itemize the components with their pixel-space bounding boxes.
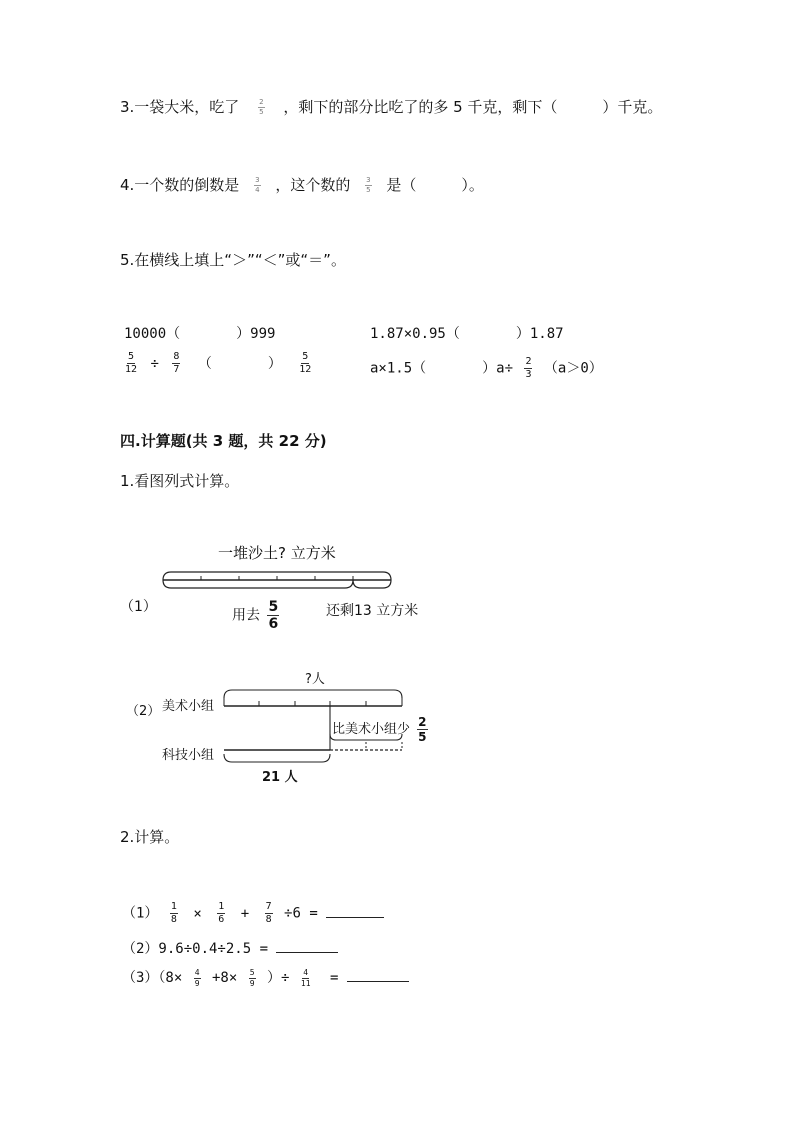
q5-row2-right [370,357,603,380]
q3-text-post: ，剩下的部分比吃了的多 5 千克，剩下（ ）千克。 [283,98,663,116]
calc-item-2: （2）9.6÷0.4÷2.5 = [122,938,338,958]
calc-1-answer-blank[interactable] [326,917,384,918]
figure-1-label: （1） [120,599,157,615]
calc-1-fraction-b: $\frac{1}{6}$ [218,901,225,925]
question-5: 5.在横线上填上“＞”“＜”或“＝”。 [120,251,346,269]
q5-answer-slot: （ ） [197,355,282,372]
q4-text-pre: 4.一个数的倒数是 [120,176,240,194]
q4-text-mid: ，这个数的 [275,176,351,194]
figure-1-top-label: 一堆沙土? 立方米 [218,544,336,562]
calc-3-answer-blank[interactable] [347,981,409,982]
q4-text-post: 是（ ）。 [386,176,484,194]
q5-fraction-a: $\frac{5}{12}$ [125,351,138,375]
section-4-title: 四.计算题(共 3 题，共 22 分) [120,432,327,450]
q5-row2-right-post: （a＞0） [543,360,603,377]
q5-row1-right: 1.87×0.95（ ）1.87 [370,326,564,342]
figure-2-less-fraction: $\frac{2}{5}$ [418,715,427,744]
figure-2-row-1-label: 美术小组 [162,699,215,714]
q5-row2-left [122,352,314,375]
q4-fraction-2: $\frac{3}{5}$ [366,176,371,194]
figure-2-label: （2） [126,704,161,719]
figure-1-used-fraction: $\frac{5}{6}$ [268,599,279,632]
q3-text-pre: 3.一袋大米，吃了 [120,98,240,116]
q5-fraction-c: $\frac{5}{12}$ [299,351,312,375]
calc-3-fraction-a: $\frac{4}{9}$ [194,967,200,988]
q5-fraction-d: $\frac{2}{3}$ [525,356,532,380]
calc-item-1: （1） $\frac{1}{8}$ × $\frac{1}{6}$ + $\frac{7}{8}$ ÷6 = [122,902,384,925]
calc-1-fraction-a: $\frac{1}{8}$ [170,901,177,925]
calc-3-fraction-b: $\frac{5}{9}$ [249,967,255,988]
figure-2-top-label: ?人 [305,672,325,687]
q5-row2-right-pre: a×1.5（ ）a÷ [370,360,514,377]
calc-item-3: （3）（8× $\frac{4}{9}$ +8× $\frac{5}{9}$ ）÷ $\frac{4}{11}$ = [122,967,409,988]
figure-2-less-label: 比美术小组少 $\frac{2}{5}$ [332,715,427,744]
figure-1-used: 用去 $\frac{5}{6}$ [232,599,279,632]
q3-fraction: $\frac{2}{5}$ [259,98,264,116]
figure-1-remain: 还剩13 立方米 [326,603,419,619]
q4-fraction-1: $\frac{3}{4}$ [255,176,260,194]
calc-1-fraction-c: $\frac{7}{8}$ [265,901,272,925]
figure-2-bottom-label: 21 人 [262,770,298,785]
calc-2-answer-blank[interactable] [276,952,338,953]
calc-3-fraction-c: $\frac{4}{11}$ [300,967,311,988]
calc-question-1: 1.看图列式计算。 [120,472,240,490]
question-4 [120,174,484,195]
q5-row1-left: 10000（ ）999 [124,326,276,342]
calc-question-2: 2.计算。 [120,828,180,846]
q5-fraction-b: $\frac{8}{7}$ [173,351,180,375]
figure-2-row-2-label: 科技小组 [162,748,215,763]
question-3 [120,96,662,117]
divide-sign: ÷ [150,355,159,372]
